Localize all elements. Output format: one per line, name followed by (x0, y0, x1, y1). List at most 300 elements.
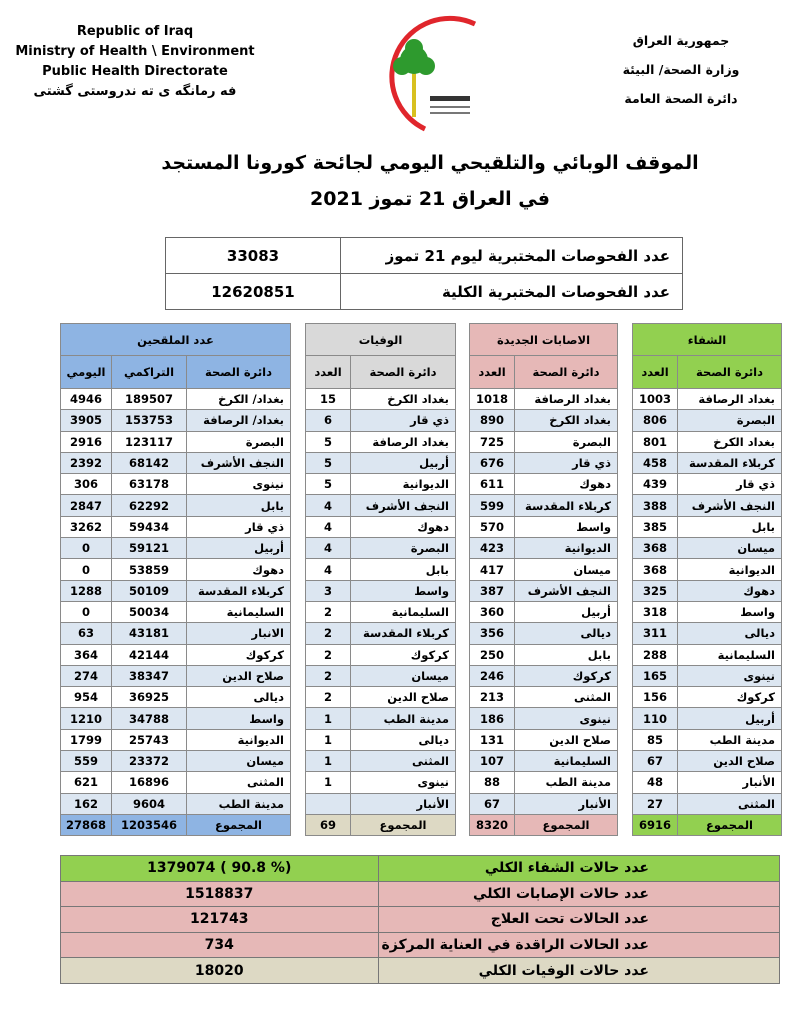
table-row (633, 772, 782, 793)
table-row (633, 729, 782, 750)
count-cell: 288 (633, 644, 678, 665)
count-cell: 189507 (112, 389, 187, 410)
total-row (633, 814, 782, 835)
directorate-cell: بابل (187, 495, 291, 516)
count-cell: 50034 (112, 601, 187, 622)
directorate-cell: بغداد الكرخ (351, 389, 456, 410)
directorate-cell: واسط (187, 708, 291, 729)
directorate-cell: البصرة (678, 410, 782, 431)
directorate-cell: أربيل (351, 452, 456, 473)
count-cell: 356 (470, 623, 515, 644)
table-row (470, 772, 618, 793)
table-row (633, 452, 782, 473)
column-header: دائرة الصحة (351, 356, 456, 389)
count-cell: 9604 (112, 793, 187, 814)
recovery-table (632, 323, 782, 836)
directorate-cell: بابل (515, 644, 618, 665)
letterhead-line: Republic of Iraq (76, 24, 194, 39)
summary-label: عدد الحالات الراقدة في العناية المركزة (378, 932, 779, 958)
count-cell: 676 (470, 452, 515, 473)
table-row (633, 751, 782, 772)
count-cell: 5 (306, 452, 351, 473)
directorate-cell: صلاح الدين (187, 665, 291, 686)
count-cell: 439 (633, 474, 678, 495)
count-cell: 423 (470, 538, 515, 559)
count-cell: 63 (61, 623, 112, 644)
count-cell: 1 (306, 708, 351, 729)
table-title-row (306, 324, 456, 356)
count-cell: 15 (306, 389, 351, 410)
summary-row (61, 932, 780, 958)
count-cell: 25743 (112, 729, 187, 750)
count-cell: 153753 (112, 410, 187, 431)
count-cell: 806 (633, 410, 678, 431)
tests-value: 33083 (166, 238, 341, 274)
count-cell: 107 (470, 751, 515, 772)
summary-label: عدد حالات الوفيات الكلي (378, 958, 779, 984)
table-row (633, 623, 782, 644)
summary-value: 734 (61, 932, 379, 958)
column-header: دائرة الصحة (678, 356, 782, 389)
table-row (61, 623, 291, 644)
table-row (306, 389, 456, 410)
table-row (306, 751, 456, 772)
table-row (470, 644, 618, 665)
count-cell: 325 (633, 580, 678, 601)
table-row (633, 559, 782, 580)
table-row (470, 751, 618, 772)
table-row (61, 580, 291, 601)
vaccinated-table (60, 323, 291, 836)
directorate-cell: ميسان (351, 665, 456, 686)
table-row (470, 516, 618, 537)
directorate-cell: البصرة (351, 538, 456, 559)
directorate-cell: دهوك (187, 559, 291, 580)
table-row (470, 601, 618, 622)
column-header-row (633, 356, 782, 389)
summary-value: 1518837 (61, 881, 379, 907)
count-cell: 621 (61, 772, 112, 793)
count-cell: 3905 (61, 410, 112, 431)
table-row (306, 793, 456, 814)
letterhead-line: دائرة الصحة العامة (624, 91, 738, 106)
table-row (470, 623, 618, 644)
table-row (306, 538, 456, 559)
count-cell: 1003 (633, 389, 678, 410)
directorate-cell: صلاح الدين (678, 751, 782, 772)
directorate-cell: النجف الأشرف (678, 495, 782, 516)
count-cell: 4 (306, 538, 351, 559)
directorate-cell: كركوك (351, 644, 456, 665)
directorate-cell: واسط (678, 601, 782, 622)
count-cell: 3 (306, 580, 351, 601)
count-cell: 2 (306, 644, 351, 665)
table-row (633, 580, 782, 601)
table-row (470, 559, 618, 580)
letterhead-line: Ministry of Health \ Environment (15, 44, 255, 59)
column-header-row (470, 356, 618, 389)
count-cell: 186 (470, 708, 515, 729)
table-row (61, 516, 291, 537)
count-cell: 1 (306, 772, 351, 793)
count-cell: 59434 (112, 516, 187, 537)
count-cell: 68142 (112, 452, 187, 473)
count-cell: 360 (470, 601, 515, 622)
count-cell: 23372 (112, 751, 187, 772)
count-cell: 1 (306, 751, 351, 772)
column-header-row (306, 356, 456, 389)
count-cell: 53859 (112, 559, 187, 580)
table-title-row (470, 324, 618, 356)
count-cell: 306 (61, 474, 112, 495)
directorate-cell: المثنى (678, 793, 782, 814)
summary-row (61, 958, 780, 984)
english-letterhead (10, 22, 260, 102)
total-label: المجموع (515, 814, 618, 835)
directorate-cell: ذي قار (187, 516, 291, 537)
table-row (633, 793, 782, 814)
count-cell: 36925 (112, 687, 187, 708)
directorate-cell: أربيل (678, 708, 782, 729)
table-row (633, 474, 782, 495)
count-cell: 50109 (112, 580, 187, 601)
table-row (306, 601, 456, 622)
column-header: دائرة الصحة (187, 356, 291, 389)
directorate-cell: بابل (678, 516, 782, 537)
count-cell: 2392 (61, 452, 112, 473)
total-value: 69 (306, 814, 351, 835)
count-cell: 364 (61, 644, 112, 665)
directorate-cell: الديوانية (187, 729, 291, 750)
table-row (306, 772, 456, 793)
table-row (633, 665, 782, 686)
table-row (633, 389, 782, 410)
directorate-cell: ذي قار (678, 474, 782, 495)
directorate-cell: مدينة الطب (351, 708, 456, 729)
directorate-cell: النجف الأشرف (515, 580, 618, 601)
report-date: في العراق 21 تموز 2021 (310, 188, 550, 210)
directorate-cell: النجف الأشرف (351, 495, 456, 516)
table-title: الشفاء (633, 324, 782, 356)
directorate-cell: السليمانية (187, 601, 291, 622)
directorate-cell: نينوى (678, 665, 782, 686)
summary-value: 121743 (61, 907, 379, 933)
count-cell: 1799 (61, 729, 112, 750)
count-cell: 725 (470, 431, 515, 452)
table-row (61, 474, 291, 495)
total-value: 8320 (470, 814, 515, 835)
directorate-cell: الأنبار (678, 772, 782, 793)
count-cell: 123117 (112, 431, 187, 452)
table-row (61, 389, 291, 410)
table-row (61, 601, 291, 622)
count-cell: 27 (633, 793, 678, 814)
table-row (306, 665, 456, 686)
count-cell: 4946 (61, 389, 112, 410)
column-header: العدد (306, 356, 351, 389)
count-cell: 213 (470, 687, 515, 708)
table-title: الوفيات (306, 324, 456, 356)
table-row (306, 708, 456, 729)
table-row (470, 708, 618, 729)
count-cell: 5 (306, 431, 351, 452)
directorate-cell: المثنى (351, 751, 456, 772)
count-cell: 4 (306, 516, 351, 537)
directorate-cell: بغداد الرصافة (351, 431, 456, 452)
table-row (633, 687, 782, 708)
count-cell: 62292 (112, 495, 187, 516)
directorate-cell: مدينة الطب (187, 793, 291, 814)
count-cell: 2 (306, 665, 351, 686)
directorate-cell: النجف الأشرف (187, 452, 291, 473)
directorate-cell: السليمانية (351, 601, 456, 622)
directorate-cell: ديالى (515, 623, 618, 644)
tests-table (165, 237, 683, 310)
total-value: 6916 (633, 814, 678, 835)
count-cell: 890 (470, 410, 515, 431)
directorate-cell: ميسان (678, 538, 782, 559)
count-cell: 43181 (112, 623, 187, 644)
directorate-cell: أربيل (187, 538, 291, 559)
table-row (470, 410, 618, 431)
table-row (61, 793, 291, 814)
summary-label: عدد حالات الإصابات الكلي (378, 881, 779, 907)
deaths-table (305, 323, 456, 836)
summary-row (61, 856, 780, 882)
count-cell: 2 (306, 601, 351, 622)
total-row (61, 814, 291, 835)
directorate-cell: كركوك (678, 687, 782, 708)
table-row (61, 665, 291, 686)
table-row (61, 559, 291, 580)
directorate-cell: المثنى (187, 772, 291, 793)
table-row (306, 452, 456, 473)
count-cell: 34788 (112, 708, 187, 729)
table-row (306, 580, 456, 601)
directorate-cell: ميسان (515, 559, 618, 580)
table-row (306, 410, 456, 431)
directorate-cell: بغداد الرصافة (515, 389, 618, 410)
table-row (470, 452, 618, 473)
table-row (306, 729, 456, 750)
table-row (61, 708, 291, 729)
table-row (61, 772, 291, 793)
table-row (470, 793, 618, 814)
count-cell: 458 (633, 452, 678, 473)
directorate-cell: ذي قار (515, 452, 618, 473)
table-row (470, 580, 618, 601)
new-cases-table (469, 323, 618, 836)
report-title: الموقف الوبائي والتلقيحي اليومي لجائحة كورونا المستجد (161, 152, 699, 174)
count-cell: 110 (633, 708, 678, 729)
count-cell: 165 (633, 665, 678, 686)
tests-label: عدد الفحوصات المختبرية الكلية (341, 274, 683, 310)
directorate-cell: الأنبار (515, 793, 618, 814)
count-cell: 0 (61, 559, 112, 580)
count-cell: 417 (470, 559, 515, 580)
table-row (306, 474, 456, 495)
column-header: التراكمي (112, 356, 187, 389)
count-cell: 67 (470, 793, 515, 814)
directorate-cell: ديالى (187, 687, 291, 708)
table-row (633, 431, 782, 452)
directorate-cell: صلاح الدين (515, 729, 618, 750)
summary-row (61, 881, 780, 907)
count-cell: 1210 (61, 708, 112, 729)
table-title: عدد الملقحين (61, 324, 291, 356)
table-row (306, 559, 456, 580)
summary-table (60, 855, 780, 984)
table-row (61, 410, 291, 431)
directorate-cell: الديوانية (678, 559, 782, 580)
directorate-cell: بغداد الكرخ (515, 410, 618, 431)
table-row (633, 495, 782, 516)
count-cell: 5 (306, 474, 351, 495)
table-row (61, 495, 291, 516)
directorate-cell: الأنبار (351, 793, 456, 814)
count-cell: 67 (633, 751, 678, 772)
table-row (306, 431, 456, 452)
table-row (61, 687, 291, 708)
total-value: 27868 (61, 814, 112, 835)
summary-label: عدد الحالات تحت العلاج (378, 907, 779, 933)
summary-value: 1379074 ( 90.8 %) (61, 856, 379, 882)
count-cell: 2916 (61, 431, 112, 452)
column-header: دائرة الصحة (515, 356, 618, 389)
count-cell: 42144 (112, 644, 187, 665)
total-row (306, 814, 456, 835)
count-cell: 0 (61, 538, 112, 559)
count-cell: 131 (470, 729, 515, 750)
summary-value: 18020 (61, 958, 379, 984)
table-row (470, 729, 618, 750)
count-cell: 570 (470, 516, 515, 537)
total-label: المجموع (187, 814, 291, 835)
column-header: اليومي (61, 356, 112, 389)
table-row (633, 644, 782, 665)
table-row (470, 495, 618, 516)
table-row (470, 687, 618, 708)
directorate-cell: السليمانية (515, 751, 618, 772)
count-cell: 4 (306, 559, 351, 580)
column-header: العدد (633, 356, 678, 389)
count-cell: 3262 (61, 516, 112, 537)
directorate-cell: أربيل (515, 601, 618, 622)
count-cell: 6 (306, 410, 351, 431)
count-cell: 318 (633, 601, 678, 622)
table-row (61, 538, 291, 559)
letterhead-line: جمهورية العراق (632, 33, 730, 48)
table-row (633, 410, 782, 431)
count-cell: 2 (306, 623, 351, 644)
table-title-row (633, 324, 782, 356)
directorate-cell: دهوك (351, 516, 456, 537)
column-header: العدد (470, 356, 515, 389)
letterhead-line: Public Health Directorate (42, 64, 228, 79)
count-cell: 954 (61, 687, 112, 708)
table-row (306, 687, 456, 708)
directorate-cell: كركوك (515, 665, 618, 686)
count-cell: 156 (633, 687, 678, 708)
letterhead-line: وزارة الصحة/ البيئة (622, 62, 740, 77)
directorate-cell: دهوك (515, 474, 618, 495)
directorate-cell: مدينة الطب (678, 729, 782, 750)
count-cell: 59121 (112, 538, 187, 559)
directorate-cell: بغداد الكرخ (678, 431, 782, 452)
count-cell: 1288 (61, 580, 112, 601)
arabic-letterhead (601, 26, 761, 113)
count-cell: 368 (633, 559, 678, 580)
count-cell: 368 (633, 538, 678, 559)
directorate-cell: كربلاء المقدسة (515, 495, 618, 516)
count-cell: 4 (306, 495, 351, 516)
table-row (61, 431, 291, 452)
tests-value: 12620851 (166, 274, 341, 310)
table-row (470, 431, 618, 452)
table-row (470, 474, 618, 495)
directorate-cell: نينوى (351, 772, 456, 793)
directorate-cell: كربلاء المقدسة (678, 452, 782, 473)
count-cell: 385 (633, 516, 678, 537)
total-row (470, 814, 618, 835)
letterhead-line: فه رمانگه ی ته ندروستی گشتی (33, 84, 237, 99)
count-cell: 274 (61, 665, 112, 686)
table-row (633, 516, 782, 537)
count-cell: 246 (470, 665, 515, 686)
directorate-cell: واسط (515, 516, 618, 537)
count-cell: 88 (470, 772, 515, 793)
column-header-row (61, 356, 291, 389)
table-row (470, 389, 618, 410)
table-row (306, 495, 456, 516)
directorate-cell: كركوك (187, 644, 291, 665)
table-row (61, 729, 291, 750)
table-row (61, 452, 291, 473)
directorate-cell: بغداد الرصافة (678, 389, 782, 410)
directorate-cell: ميسان (187, 751, 291, 772)
count-cell: 0 (61, 601, 112, 622)
count-cell: 599 (470, 495, 515, 516)
count-cell: 162 (61, 793, 112, 814)
total-value: 1203546 (112, 814, 187, 835)
directorate-cell: بغداد/ الرصافة (187, 410, 291, 431)
count-cell: 16896 (112, 772, 187, 793)
count-cell: 48 (633, 772, 678, 793)
count-cell: 2 (306, 687, 351, 708)
summary-row (61, 907, 780, 933)
table-title: الاصابات الجديدة (470, 324, 618, 356)
ministry-logo (350, 14, 510, 132)
summary-label: عدد حالات الشفاء الكلي (378, 856, 779, 882)
total-label: المجموع (351, 814, 456, 835)
count-cell (306, 793, 351, 814)
directorate-cell: نينوى (515, 708, 618, 729)
count-cell: 1 (306, 729, 351, 750)
count-cell: 250 (470, 644, 515, 665)
table-title-row (61, 324, 291, 356)
directorate-cell: بغداد/ الكرخ (187, 389, 291, 410)
count-cell: 388 (633, 495, 678, 516)
count-cell: 801 (633, 431, 678, 452)
count-cell: 311 (633, 623, 678, 644)
table-row (61, 644, 291, 665)
count-cell: 63178 (112, 474, 187, 495)
directorate-cell: كربلاء المقدسة (351, 623, 456, 644)
directorate-cell: ديالى (678, 623, 782, 644)
table-row (633, 708, 782, 729)
tests-label: عدد الفحوصات المختبرية ليوم 21 تموز (341, 238, 683, 274)
directorate-cell: البصرة (187, 431, 291, 452)
